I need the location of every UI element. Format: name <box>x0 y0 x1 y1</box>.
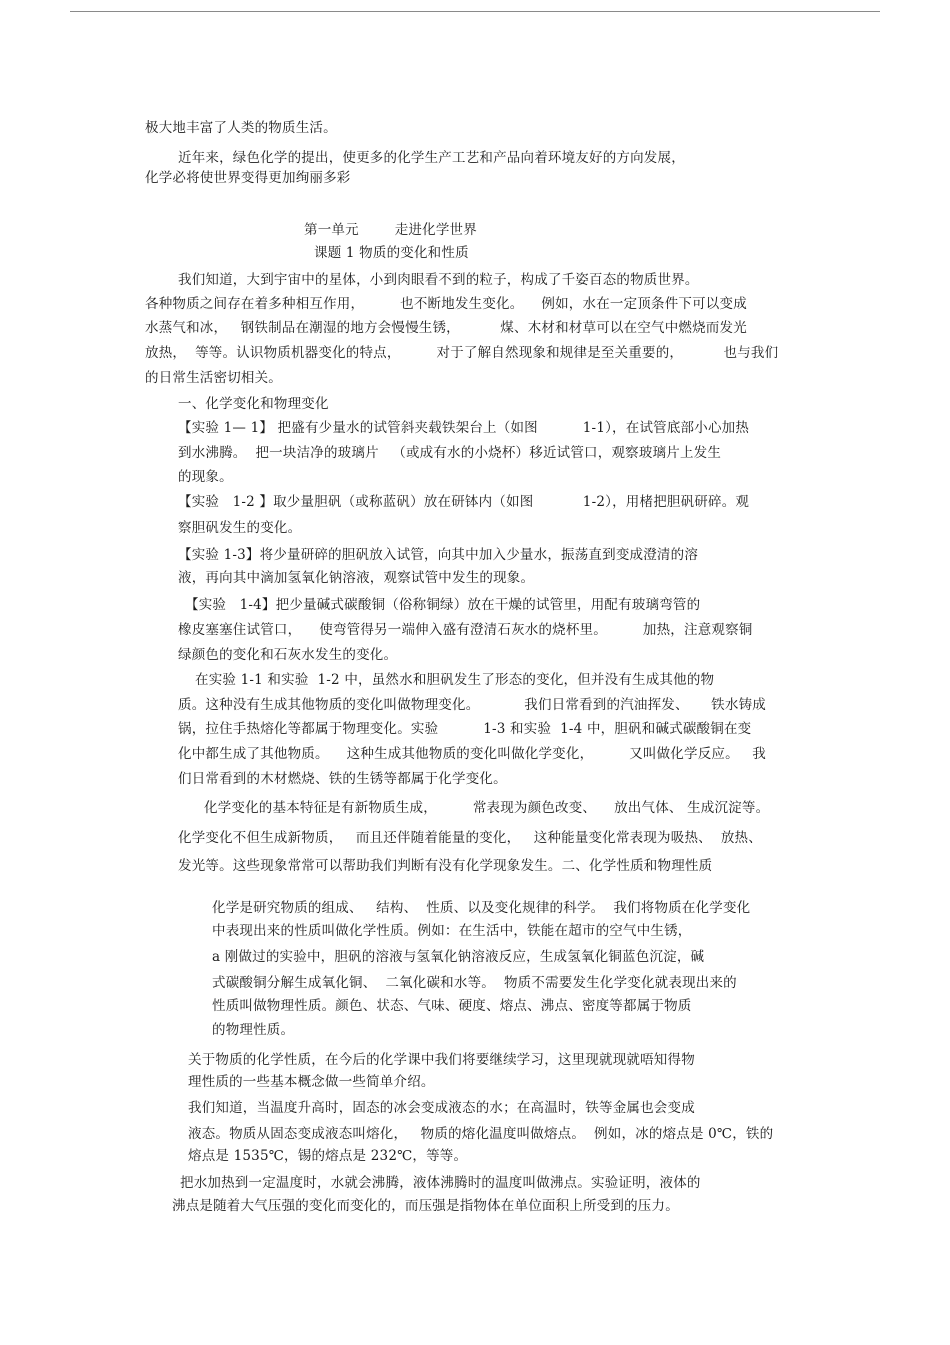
experiment-line: 橡皮塞塞住试管口， 使弯管得另一端伸入盛有澄清石灰水的烧杯里。 加热，注意观察铜 <box>178 622 753 638</box>
paragraph-line: 各种物质之间存在着多种相互作用， 也不断地发生变化。 例如，水在一定顶条件下可以变成 <box>145 296 747 312</box>
intro-line: 极大地丰富了人类的物质生活。 <box>145 120 337 136</box>
paragraph-line: 式碳酸铜分解生成氧化铜、 二氧化碳和水等。 物质不需要发生化学变化就表现出来的 <box>212 975 737 991</box>
paragraph-line: 把水加热到一定温度时，水就会沸腾，液体沸腾时的温度叫做沸点。实验证明，液体的 <box>180 1175 701 1191</box>
paragraph-line: 中表现出来的性质叫做化学性质。例如：在生活中，铁能在超市的空气中生锈， <box>212 923 692 939</box>
paragraph-line: 的日常生活密切相关。 <box>145 370 282 386</box>
paragraph-line: 化学变化不但生成新物质， 而且还伴随着能量的变化， 这种能量变化常表现为吸热、 放热、 <box>178 830 762 846</box>
lesson-title: 课题 1 物质的变化和性质 <box>314 245 469 261</box>
experiment-line: 【实验 1-4】把少量碱式碳酸铜（俗称铜绿）放在干燥的试管里，用配有玻璃弯管的 <box>185 597 701 613</box>
paragraph-line: 化学变化的基本特征是有新物质生成， 常表现为颜色改变、 放出气体、 生成沉淀等。 <box>204 800 770 816</box>
paragraph-line: 化学是研究物质的组成、 结构、 性质、以及变化规律的科学。 我们将物质在化学变化 <box>212 900 751 916</box>
experiment-line: 的现象。 <box>178 469 233 485</box>
unit-heading: 第一单元 走进化学世界 <box>304 222 477 238</box>
paragraph-line: 性质叫做物理性质。颜色、状态、气味、硬度、熔点、沸点、密度等都属于物质 <box>212 998 692 1014</box>
paragraph-line: 我们知道，当温度升高时，固态的冰会变成液态的水；在高温时，铁等金属也会变成 <box>188 1100 695 1116</box>
paragraph-line: 液态。物质从固态变成液态叫熔化， 物质的熔化温度叫做熔点。 例如，冰的熔点是 0℃，铁的 <box>188 1126 774 1142</box>
paragraph-line: 在实验 1-1 和实验 1-2 中，虽然水和胆矾发生了形态的变化，但并没有生成其他的物 <box>195 672 715 688</box>
section-heading: 一、化学变化和物理变化 <box>178 396 329 412</box>
header-rule <box>70 11 880 12</box>
experiment-line: 绿颜色的变化和石灰水发生的变化。 <box>178 647 398 663</box>
paragraph-line: 锅，拉住手热熔化等都属于物理变化。实验 1-3 和实验 1-4 中，胆矾和碱式碳酸铜在变 <box>178 721 752 737</box>
experiment-line: 【实验 1-2 】取少量胆矾（或称蓝矾）放在研钵内（如图 1-2），用楮把胆矾研碎。观 <box>178 494 750 510</box>
paragraph-line: 沸点是随着大气压强的变化而变化的，而压强是指物体在单位面积上所受到的压力。 <box>172 1198 679 1214</box>
paragraph-line: 关于物质的化学性质，在今后的化学课中我们将要继续学习，这里现就现就唔知得物 <box>188 1052 695 1068</box>
paragraph-line: 熔点是 1535℃，锡的熔点是 232℃，等等。 <box>188 1148 468 1164</box>
paragraph-line: a 刚做过的实验中，胆矾的溶液与氢氧化钠溶液反应，生成氢氧化铜蓝色沉淀，碱 <box>212 949 705 965</box>
paragraph-line: 放热， 等等。认识物质机器变化的特点， 对于了解自然现象和规律是至关重要的， 也与我们 <box>145 345 779 361</box>
intro-line: 近年来，绿色化学的提出，使更多的化学生产工艺和产品向着环境友好的方向发展， <box>178 150 685 166</box>
experiment-line: 【实验 1— 1】 把盛有少量水的试管斜夹载铁架台上（如图 1-1），在试管底部小心加热 <box>178 420 750 436</box>
experiment-line: 【实验 1-3】将少量研碎的胆矾放入试管，向其中加入少量水，振荡直到变成澄清的溶 <box>178 547 699 563</box>
paragraph-line: 化中都生成了其他物质。 这种生成其他物质的变化叫做化学变化， 又叫做化学反应。 我 <box>178 746 766 762</box>
experiment-line: 液，再向其中滴加氢氧化钠溶液，观察试管中发生的现象。 <box>178 570 535 586</box>
paragraph-line: 我们知道，大到宇宙中的星体，小到肉眼看不到的粒子，构成了千姿百态的物质世界。 <box>178 272 699 288</box>
paragraph-line: 们日常看到的木材燃烧、铁的生锈等都属于化学变化。 <box>178 771 507 787</box>
experiment-line: 察胆矾发生的变化。 <box>178 520 302 536</box>
intro-line: 化学必将使世界变得更加绚丽多彩 <box>145 170 351 186</box>
paragraph-line: 的物理性质。 <box>212 1022 295 1038</box>
paragraph-line: 理性质的一些基本概念做一些简单介绍。 <box>188 1074 435 1090</box>
paragraph-line: 质。这种没有生成其他物质的变化叫做物理变化。 我们日常看到的汽油挥发、 铁水铸成 <box>178 697 766 713</box>
paragraph-line: 发光等。这些现象常常可以帮助我们判断有没有化学现象发生。二、化学性质和物理性质 <box>178 858 713 874</box>
paragraph-line: 水蒸气和冰， 钢铁制品在潮湿的地方会慢慢生锈， 煤、木材和材草可以在空气中燃烧而发光 <box>145 320 747 336</box>
experiment-line: 到水沸腾。 把一块洁净的玻璃片 （或成有水的小烧杯）移近试管口，观察玻璃片上发生 <box>178 445 722 461</box>
